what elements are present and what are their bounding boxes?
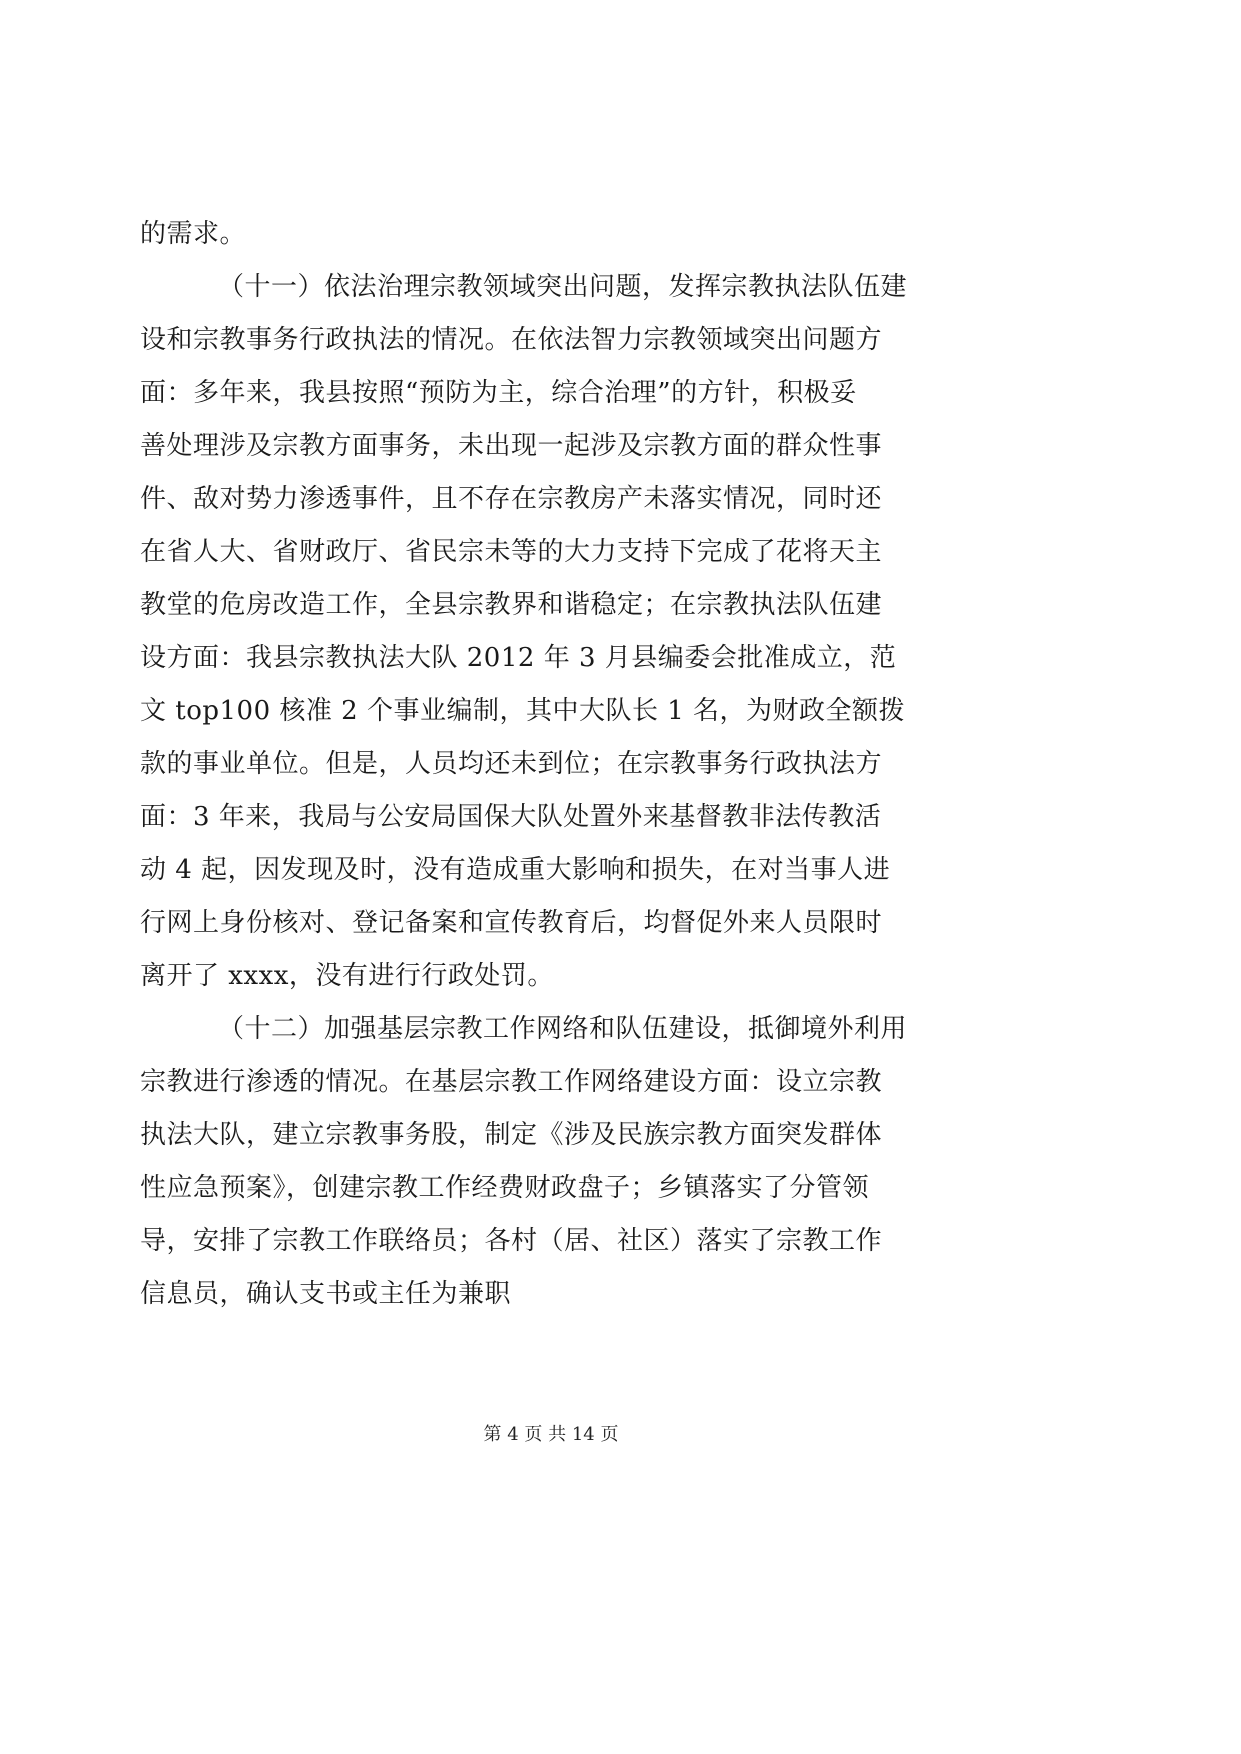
document-body [140, 208, 980, 1321]
text-line: 的需求。 [140, 219, 247, 249]
text-line: 文 top100 核准 2 个事业编制，其中大队长 1 名，为财政全额拨 [140, 696, 906, 726]
text-line: 款的事业单位。但是，人员均还未到位；在宗教事务行政执法方 [140, 749, 883, 779]
text-line: 面：3 年来，我局与公安局国保大队处置外来基督教非法传教活 [140, 802, 882, 832]
text-line: 宗教进行渗透的情况。在基层宗教工作网络建设方面：设立宗教 [140, 1067, 883, 1097]
text-line: 离开了 xxxx，没有进行行政处罚。 [140, 961, 554, 991]
text-line: 设方面：我县宗教执法大队 2012 年 3 月县编委会批准成立，范 [140, 643, 897, 673]
page-footer: 第 4 页 共 14 页 [483, 1424, 619, 1445]
text-line: 执法大队，建立宗教事务股，制定《涉及民族宗教方面突发群体 [140, 1120, 883, 1150]
text-line: 设和宗教事务行政执法的情况。在依法智力宗教领域突出问题方 [140, 325, 883, 355]
text-line: 行网上身份核对、登记备案和宣传教育后，均督促外来人员限时 [140, 908, 883, 938]
text-line: 件、敌对势力渗透事件，且不存在宗教房产未落实情况，同时还 [140, 484, 883, 514]
text-line: 信息员，确认支书或主任为兼职 [140, 1279, 512, 1309]
text-line: 教堂的危房改造工作，全县宗教界和谐稳定；在宗教执法队伍建 [140, 590, 883, 620]
text-line: 性应急预案》，创建宗教工作经费财政盘子；乡镇落实了分管领 [140, 1173, 870, 1203]
text-line: 动 4 起，因发现及时，没有造成重大影响和损失，在对当事人进 [140, 855, 891, 885]
text-line: 善处理涉及宗教方面事务，未出现一起涉及宗教方面的群众性事 [140, 431, 883, 461]
text-line: 面：多年来，我县按照“预防为主，综合治理”的方针，积极妥 [140, 378, 857, 408]
text-line: 导，安排了宗教工作联络员；各村（居、社区）落实了宗教工作 [140, 1226, 883, 1256]
paragraph-start-line: （十二）加强基层宗教工作网络和队伍建设，抵御境外利用 [218, 1014, 908, 1044]
text-line: 在省人大、省财政厅、省民宗未等的大力支持下完成了花将天主 [140, 537, 883, 567]
paragraph-start-line: （十一）依法治理宗教领域突出问题，发挥宗教执法队伍建 [218, 272, 908, 302]
